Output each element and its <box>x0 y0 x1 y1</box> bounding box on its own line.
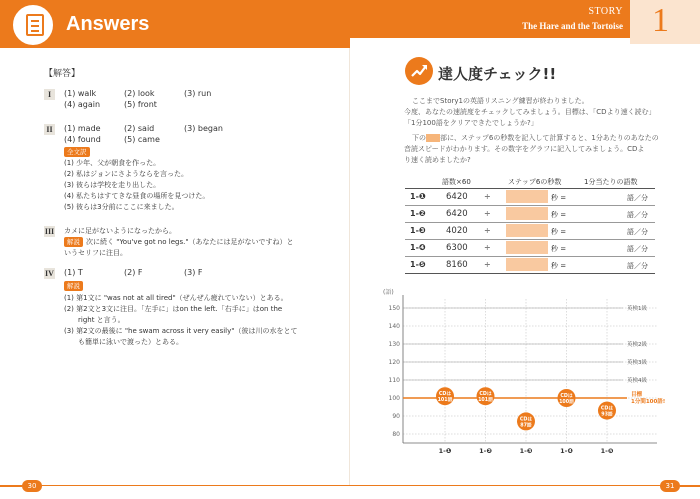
row-value: 6420 <box>446 192 468 202</box>
cd-point-label: 93語 <box>601 412 613 418</box>
page-number-right: 31 <box>660 480 680 492</box>
cd-point-label: CDは <box>519 417 533 423</box>
cd-point-label: CDは <box>560 394 573 399</box>
row-value: 6420 <box>446 209 468 219</box>
row-value: 8160 <box>446 260 468 270</box>
y-axis-label: (語) <box>383 289 394 296</box>
answer-item: (2) F <box>124 268 143 277</box>
answer-heading: 【解答】 <box>44 69 81 79</box>
divide-sign: ÷ <box>484 192 491 201</box>
answer-item: (5) came <box>124 135 160 144</box>
table-rule <box>405 256 655 257</box>
table-header-wpm: 1分当たりの語数 <box>584 178 638 186</box>
table-rule <box>405 222 655 223</box>
cd-point-label: CDは <box>600 406 614 412</box>
x-tick-label: 1-❸ <box>519 447 533 455</box>
divide-sign: ÷ <box>484 260 491 269</box>
page-gutter <box>349 48 350 485</box>
highlight-swatch <box>426 134 440 142</box>
seconds-unit: 秒 = <box>551 228 567 236</box>
table-rule <box>405 273 655 274</box>
x-tick-label: 1-❺ <box>600 447 614 455</box>
table-rule <box>405 188 655 189</box>
answer-item: (3) run <box>184 89 212 98</box>
translation-line: (1) 少年、父が朝食を作った。 <box>64 159 161 167</box>
explanation-tag: 解説 <box>64 237 83 247</box>
section-mark-1: I <box>44 89 55 100</box>
seconds-input[interactable] <box>506 207 548 220</box>
instruction-line: 音読スピードがわかります。その数字をグラフに記入してみましょう。CDよ <box>404 145 645 153</box>
answer-item: (5) front <box>124 100 157 109</box>
translation-line: (5) 彼らは3分前にここに来ました。 <box>64 203 179 211</box>
footer-rule <box>680 485 700 487</box>
trend-up-icon <box>405 57 433 85</box>
explanation-text: (1) 第1文に "was not at all tired"（ぜんぜん疲れていない）とある。 <box>64 294 288 302</box>
y-tick-label: 80 <box>392 431 400 438</box>
row-label: 1-❷ <box>410 209 426 218</box>
explanation-text: いうセリフに注目。 <box>64 249 127 257</box>
reference-label: 英検3級 <box>627 360 647 366</box>
story-subtitle: The Hare and the Tortoise <box>522 21 623 31</box>
intro-line: ここまでStory1の英語リスニング練習が終わりました。 <box>412 97 589 105</box>
explanation-text: (3) 第2文の最後に "he swam across it very easily"（彼は川の水をとて <box>64 327 298 335</box>
footer-rule <box>0 485 22 487</box>
translation-line: (3) 彼らは学校を走り出した。 <box>64 181 161 189</box>
section-mark-3: III <box>44 227 55 236</box>
section-mark-4: IV <box>45 269 54 278</box>
answer-item: (2) said <box>124 124 155 133</box>
row-value: 6300 <box>446 243 468 253</box>
instruction-line: り速く読めましたか? <box>404 156 471 164</box>
x-tick-label: 1-❷ <box>479 447 492 455</box>
seconds-unit: 秒 = <box>551 262 567 270</box>
wpm-unit: 語／分 <box>627 228 648 236</box>
row-label: 1-❹ <box>410 243 426 252</box>
translation-line: (4) 私たちはすてきな昼食の場所を見つけた。 <box>64 192 210 200</box>
instruction-line <box>412 133 659 144</box>
reference-label: 英検4級 <box>627 378 647 384</box>
explanation-text: (2) 第2文と3文に注目。「左手に」はon the left.「右手に」はon the <box>64 305 283 313</box>
reading-speed-chart <box>377 285 667 465</box>
answer-item: (4) found <box>64 135 101 144</box>
table-rule <box>405 205 655 206</box>
y-tick-label: 120 <box>388 359 400 366</box>
footer-rule <box>42 485 350 486</box>
answer-text: カメに足がないようになったから。 <box>64 227 176 235</box>
y-tick-label: 100 <box>388 395 400 402</box>
intro-line: 「1分100語をクリアできたでしょうか?」 <box>404 119 538 127</box>
seconds-unit: 秒 = <box>551 194 567 202</box>
wpm-unit: 語／分 <box>627 194 648 202</box>
divide-sign: ÷ <box>484 209 491 218</box>
answer-item: (3) began <box>184 124 223 133</box>
cd-point-label: CDは <box>479 392 492 398</box>
answer-item: (1) made <box>64 124 101 133</box>
seconds-unit: 秒 = <box>551 245 567 253</box>
story-number: 1 <box>652 2 669 39</box>
answer-item: (2) look <box>124 89 155 98</box>
cd-point-label: CDは <box>438 392 452 398</box>
row-label: 1-❸ <box>410 226 426 235</box>
y-tick-label: 140 <box>388 323 400 330</box>
seconds-input[interactable] <box>506 190 548 203</box>
wpm-unit: 語／分 <box>627 211 648 219</box>
seconds-input[interactable] <box>506 241 548 254</box>
answer-item: (3) F <box>184 268 203 277</box>
row-label: 1-❶ <box>410 192 426 201</box>
divide-sign: ÷ <box>484 226 491 235</box>
section-title: 達人度チェック!! <box>438 65 557 83</box>
x-tick-label: 1-❶ <box>438 447 452 455</box>
translation-line: (2) 私はジョンにさようならを言った。 <box>64 170 189 178</box>
seconds-unit: 秒 = <box>551 211 567 219</box>
row-value: 4020 <box>446 226 468 236</box>
story-label: STORY <box>588 6 623 17</box>
target-label: 目標 <box>631 392 643 398</box>
instruction-text: 下の <box>412 134 426 142</box>
y-tick-label: 130 <box>388 341 400 348</box>
explanation-text: right と言う。 <box>78 316 125 324</box>
answer-item: (1) walk <box>64 89 97 98</box>
target-label: 1分間100語! <box>631 399 666 405</box>
answer-item: (1) T <box>64 268 83 277</box>
table-rule <box>405 239 655 240</box>
seconds-input[interactable] <box>506 258 548 271</box>
y-tick-label: 110 <box>388 377 400 384</box>
wpm-unit: 語／分 <box>627 262 648 270</box>
page-title: Answers <box>66 13 150 35</box>
wpm-unit: 語／分 <box>627 245 648 253</box>
section-mark-2: II <box>44 124 55 135</box>
footer-rule <box>350 485 660 486</box>
page-number-left: 30 <box>22 480 42 492</box>
reference-label: 英検1級 <box>627 306 647 312</box>
seconds-input[interactable] <box>506 224 548 237</box>
x-tick-label: 1-❹ <box>560 447 573 455</box>
answer-item: (4) again <box>64 100 101 109</box>
translation-tag: 全文訳 <box>64 147 90 157</box>
explanation-tag: 解説 <box>64 281 83 291</box>
cd-point-label: 100語 <box>559 400 574 405</box>
table-header-seconds: ステップ6の秒数 <box>508 178 562 186</box>
explanation-text: も簡単に泳いで渡った）とある。 <box>78 338 183 346</box>
explanation-text: 次に続く "You've got no legs."（あなたには足がないですね）と <box>86 238 294 246</box>
y-tick-label: 150 <box>388 305 400 312</box>
notebook-icon <box>26 14 44 36</box>
y-tick-label: 90 <box>392 413 400 420</box>
intro-line: 今度、あなたの速読度をチェックしてみましょう。目標は、「CDより速く読む」 <box>404 108 656 116</box>
divide-sign: ÷ <box>484 243 491 252</box>
cd-point-label: 101語 <box>478 398 493 404</box>
cd-point-label: 87語 <box>520 423 532 429</box>
table-header-words: 語数×60 <box>442 178 471 186</box>
instruction-text: 部に、ステップ6の秒数を記入して計算すると、1分あたりのあなたの <box>440 134 659 142</box>
cd-point-label: 101語 <box>437 398 453 404</box>
row-label: 1-❺ <box>410 260 426 269</box>
reference-label: 英検2級 <box>627 342 647 348</box>
